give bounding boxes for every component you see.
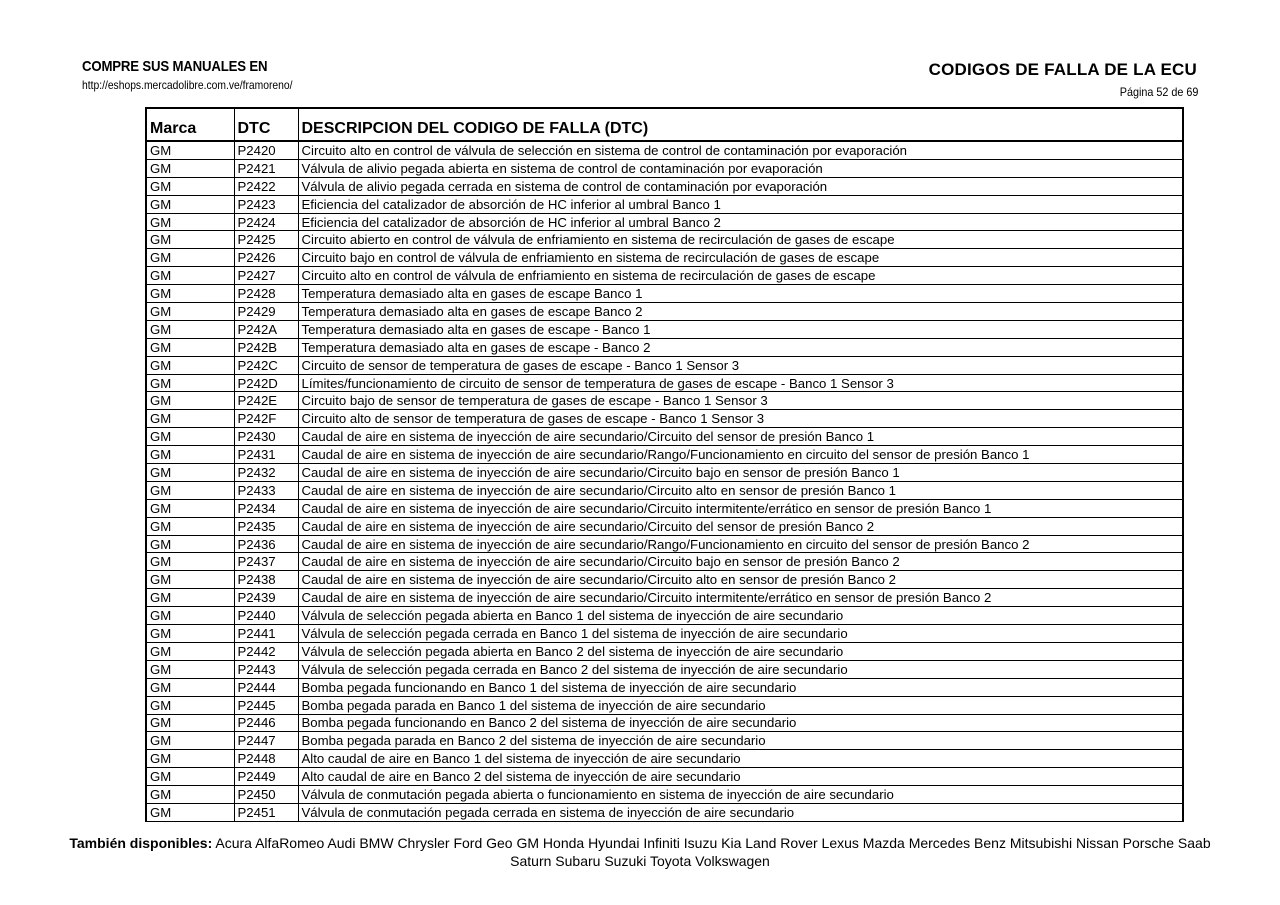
cell-description: Alto caudal de aire en Banco 2 del sistema de inyección de aire secundario xyxy=(298,768,1183,786)
cell-description: Eficiencia del catalizador de absorción de HC inferior al umbral Banco 1 xyxy=(298,195,1183,213)
cell-marca: GM xyxy=(146,177,234,195)
table-row xyxy=(146,732,1183,750)
cell-marca: GM xyxy=(146,553,234,571)
cell-marca: GM xyxy=(146,714,234,732)
cell-marca: GM xyxy=(146,678,234,696)
cell-description: Válvula de alivio pegada cerrada en sistema de control de contaminación por evaporación xyxy=(298,177,1183,195)
cell-marca: GM xyxy=(146,392,234,410)
table-row xyxy=(146,750,1183,768)
cell-dtc: P2423 xyxy=(234,195,298,213)
cell-marca: GM xyxy=(146,642,234,660)
cell-description: Circuito de sensor de temperatura de gases de escape - Banco 1 Sensor 3 xyxy=(298,356,1183,374)
table-row xyxy=(146,392,1183,410)
table-row xyxy=(146,714,1183,732)
cell-marca: GM xyxy=(146,141,234,159)
table-row xyxy=(146,660,1183,678)
cell-dtc: P2420 xyxy=(234,141,298,159)
cell-dtc: P2427 xyxy=(234,267,298,285)
header-store-url: http://eshops.mercadolibre.com.ve/framoreno/ xyxy=(82,78,293,92)
cell-description: Válvula de selección pegada cerrada en Banco 2 del sistema de inyección de aire secundario xyxy=(298,660,1183,678)
cell-dtc: P242C xyxy=(234,356,298,374)
cell-marca: GM xyxy=(146,517,234,535)
page-number: Página 52 de 69 xyxy=(1119,85,1198,99)
cell-dtc: P2426 xyxy=(234,249,298,267)
cell-dtc: P2430 xyxy=(234,428,298,446)
table-header-row xyxy=(146,108,1183,141)
table-row xyxy=(146,338,1183,356)
cell-description: Circuito alto de sensor de temperatura de gases de escape - Banco 1 Sensor 3 xyxy=(298,410,1183,428)
cell-marca: GM xyxy=(146,464,234,482)
table-row xyxy=(146,678,1183,696)
table-row xyxy=(146,553,1183,571)
table-row xyxy=(146,249,1183,267)
cell-marca: GM xyxy=(146,195,234,213)
cell-dtc: P2439 xyxy=(234,589,298,607)
cell-description: Circuito alto en control de válvula de enfriamiento en sistema de recirculación de gases de escape xyxy=(298,267,1183,285)
cell-dtc: P2436 xyxy=(234,535,298,553)
cell-description: Límites/funcionamiento de circuito de sensor de temperatura de gases de escape - Banco 1 Sensor 3 xyxy=(298,374,1183,392)
table-row xyxy=(146,803,1183,821)
cell-dtc: P242F xyxy=(234,410,298,428)
cell-marca: GM xyxy=(146,213,234,231)
cell-marca: GM xyxy=(146,535,234,553)
cell-marca: GM xyxy=(146,607,234,625)
cell-description: Válvula de selección pegada abierta en Banco 2 del sistema de inyección de aire secundario xyxy=(298,642,1183,660)
document-title: CODIGOS DE FALLA DE LA ECU xyxy=(928,60,1197,79)
cell-description: Válvula de conmutación pegada cerrada en sistema de inyección de aire secundario xyxy=(298,803,1183,821)
cell-dtc: P2442 xyxy=(234,642,298,660)
cell-description: Caudal de aire en sistema de inyección de aire secundario/Circuito bajo en sensor de presión Banco 2 xyxy=(298,553,1183,571)
column-header-dtc: DTC xyxy=(234,108,298,141)
cell-marca: GM xyxy=(146,249,234,267)
cell-description: Caudal de aire en sistema de inyección de aire secundario/Circuito alto en sensor de presión Banco 1 xyxy=(298,481,1183,499)
table-row xyxy=(146,356,1183,374)
footer-available-brands xyxy=(60,834,1220,870)
cell-marca: GM xyxy=(146,374,234,392)
table-row xyxy=(146,768,1183,786)
table-row xyxy=(146,195,1183,213)
table-row xyxy=(146,535,1183,553)
cell-description: Eficiencia del catalizador de absorción de HC inferior al umbral Banco 2 xyxy=(298,213,1183,231)
cell-marca: GM xyxy=(146,338,234,356)
cell-dtc: P2446 xyxy=(234,714,298,732)
cell-dtc: P2438 xyxy=(234,571,298,589)
cell-dtc: P242D xyxy=(234,374,298,392)
cell-description: Válvula de selección pegada cerrada en Banco 1 del sistema de inyección de aire secundario xyxy=(298,625,1183,643)
cell-marca: GM xyxy=(146,231,234,249)
table-row xyxy=(146,607,1183,625)
footer-brand-list: Acura AlfaRomeo Audi BMW Chrysler Ford Geo GM Honda Hyundai Infiniti Isuzu Kia Land Rover Lexus Mazda Mercedes Benz Mitsubishi Nissan Porsche Saab Saturn Subaru Suzuki Toyota Volkswagen xyxy=(215,835,1211,869)
cell-description: Caudal de aire en sistema de inyección de aire secundario/Circuito del sensor de presión Banco 2 xyxy=(298,517,1183,535)
table-row xyxy=(146,303,1183,321)
cell-description: Caudal de aire en sistema de inyección de aire secundario/Rango/Funcionamiento en circuito del sensor de presión Banco 1 xyxy=(298,446,1183,464)
table-row xyxy=(146,464,1183,482)
table-row xyxy=(146,267,1183,285)
cell-description: Temperatura demasiado alta en gases de escape - Banco 1 xyxy=(298,320,1183,338)
cell-dtc: P2421 xyxy=(234,159,298,177)
cell-marca: GM xyxy=(146,589,234,607)
table-row xyxy=(146,571,1183,589)
cell-description: Circuito alto en control de válvula de selección en sistema de control de contaminación por evaporación xyxy=(298,141,1183,159)
cell-dtc: P2447 xyxy=(234,732,298,750)
cell-description: Circuito abierto en control de válvula de enfriamiento en sistema de recirculación de gases de escape xyxy=(298,231,1183,249)
footer-label: También disponibles: xyxy=(69,835,213,851)
table-row xyxy=(146,285,1183,303)
cell-description: Caudal de aire en sistema de inyección de aire secundario/Circuito del sensor de presión Banco 1 xyxy=(298,428,1183,446)
cell-marca: GM xyxy=(146,159,234,177)
cell-dtc: P2434 xyxy=(234,499,298,517)
cell-marca: GM xyxy=(146,696,234,714)
cell-dtc: P2444 xyxy=(234,678,298,696)
cell-dtc: P2445 xyxy=(234,696,298,714)
cell-description: Temperatura demasiado alta en gases de escape - Banco 2 xyxy=(298,338,1183,356)
cell-marca: GM xyxy=(146,410,234,428)
cell-marca: GM xyxy=(146,768,234,786)
table-row xyxy=(146,320,1183,338)
cell-marca: GM xyxy=(146,428,234,446)
cell-description: Temperatura demasiado alta en gases de escape Banco 2 xyxy=(298,303,1183,321)
cell-dtc: P2448 xyxy=(234,750,298,768)
cell-description: Válvula de alivio pegada abierta en sistema de control de contaminación por evaporación xyxy=(298,159,1183,177)
column-header-marca: Marca xyxy=(146,108,234,141)
cell-description: Caudal de aire en sistema de inyección de aire secundario/Circuito intermitente/errático en sensor de presión Banco 2 xyxy=(298,589,1183,607)
table-row xyxy=(146,517,1183,535)
cell-dtc: P2429 xyxy=(234,303,298,321)
dtc-table xyxy=(145,107,1184,822)
cell-marca: GM xyxy=(146,732,234,750)
cell-description: Caudal de aire en sistema de inyección de aire secundario/Circuito bajo en sensor de presión Banco 1 xyxy=(298,464,1183,482)
column-header-description: DESCRIPCION DEL CODIGO DE FALLA (DTC) xyxy=(298,108,1183,141)
cell-marca: GM xyxy=(146,303,234,321)
table-row xyxy=(146,446,1183,464)
cell-dtc: P2428 xyxy=(234,285,298,303)
cell-dtc: P242B xyxy=(234,338,298,356)
dtc-table-body xyxy=(146,141,1183,821)
cell-description: Bomba pegada parada en Banco 1 del sistema de inyección de aire secundario xyxy=(298,696,1183,714)
table-row xyxy=(146,213,1183,231)
cell-dtc: P2451 xyxy=(234,803,298,821)
header-left-title: COMPRE SUS MANUALES EN xyxy=(82,58,268,75)
cell-marca: GM xyxy=(146,571,234,589)
table-row xyxy=(146,786,1183,804)
cell-dtc: P242E xyxy=(234,392,298,410)
table-row xyxy=(146,428,1183,446)
cell-marca: GM xyxy=(146,625,234,643)
cell-description: Bomba pegada funcionando en Banco 1 del sistema de inyección de aire secundario xyxy=(298,678,1183,696)
cell-marca: GM xyxy=(146,803,234,821)
cell-dtc: P2450 xyxy=(234,786,298,804)
cell-marca: GM xyxy=(146,356,234,374)
cell-dtc: P242A xyxy=(234,320,298,338)
cell-dtc: P2431 xyxy=(234,446,298,464)
cell-dtc: P2437 xyxy=(234,553,298,571)
cell-description: Válvula de conmutación pegada abierta o funcionamiento en sistema de inyección de aire secundario xyxy=(298,786,1183,804)
cell-description: Bomba pegada funcionando en Banco 2 del sistema de inyección de aire secundario xyxy=(298,714,1183,732)
cell-description: Válvula de selección pegada abierta en Banco 1 del sistema de inyección de aire secundario xyxy=(298,607,1183,625)
table-row xyxy=(146,410,1183,428)
cell-description: Bomba pegada parada en Banco 2 del sistema de inyección de aire secundario xyxy=(298,732,1183,750)
cell-marca: GM xyxy=(146,499,234,517)
cell-dtc: P2424 xyxy=(234,213,298,231)
table-row xyxy=(146,159,1183,177)
table-row xyxy=(146,642,1183,660)
table-row xyxy=(146,374,1183,392)
cell-dtc: P2443 xyxy=(234,660,298,678)
cell-dtc: P2435 xyxy=(234,517,298,535)
cell-description: Caudal de aire en sistema de inyección de aire secundario/Circuito alto en sensor de presión Banco 2 xyxy=(298,571,1183,589)
cell-marca: GM xyxy=(146,267,234,285)
cell-description: Caudal de aire en sistema de inyección de aire secundario/Circuito intermitente/errático en sensor de presión Banco 1 xyxy=(298,499,1183,517)
cell-dtc: P2440 xyxy=(234,607,298,625)
table-row xyxy=(146,499,1183,517)
table-row xyxy=(146,589,1183,607)
cell-description: Caudal de aire en sistema de inyección de aire secundario/Rango/Funcionamiento en circuito del sensor de presión Banco 2 xyxy=(298,535,1183,553)
cell-marca: GM xyxy=(146,320,234,338)
cell-dtc: P2432 xyxy=(234,464,298,482)
cell-dtc: P2425 xyxy=(234,231,298,249)
cell-description: Temperatura demasiado alta en gases de escape Banco 1 xyxy=(298,285,1183,303)
cell-marca: GM xyxy=(146,481,234,499)
table-row xyxy=(146,481,1183,499)
table-row xyxy=(146,141,1183,159)
cell-marca: GM xyxy=(146,786,234,804)
cell-description: Circuito bajo en control de válvula de enfriamiento en sistema de recirculación de gases de escape xyxy=(298,249,1183,267)
cell-dtc: P2449 xyxy=(234,768,298,786)
table-row xyxy=(146,696,1183,714)
cell-marca: GM xyxy=(146,660,234,678)
table-row xyxy=(146,177,1183,195)
cell-marca: GM xyxy=(146,446,234,464)
cell-description: Alto caudal de aire en Banco 1 del sistema de inyección de aire secundario xyxy=(298,750,1183,768)
cell-dtc: P2433 xyxy=(234,481,298,499)
cell-description: Circuito bajo de sensor de temperatura de gases de escape - Banco 1 Sensor 3 xyxy=(298,392,1183,410)
cell-marca: GM xyxy=(146,750,234,768)
cell-dtc: P2422 xyxy=(234,177,298,195)
cell-marca: GM xyxy=(146,285,234,303)
table-row xyxy=(146,231,1183,249)
table-row xyxy=(146,625,1183,643)
cell-dtc: P2441 xyxy=(234,625,298,643)
